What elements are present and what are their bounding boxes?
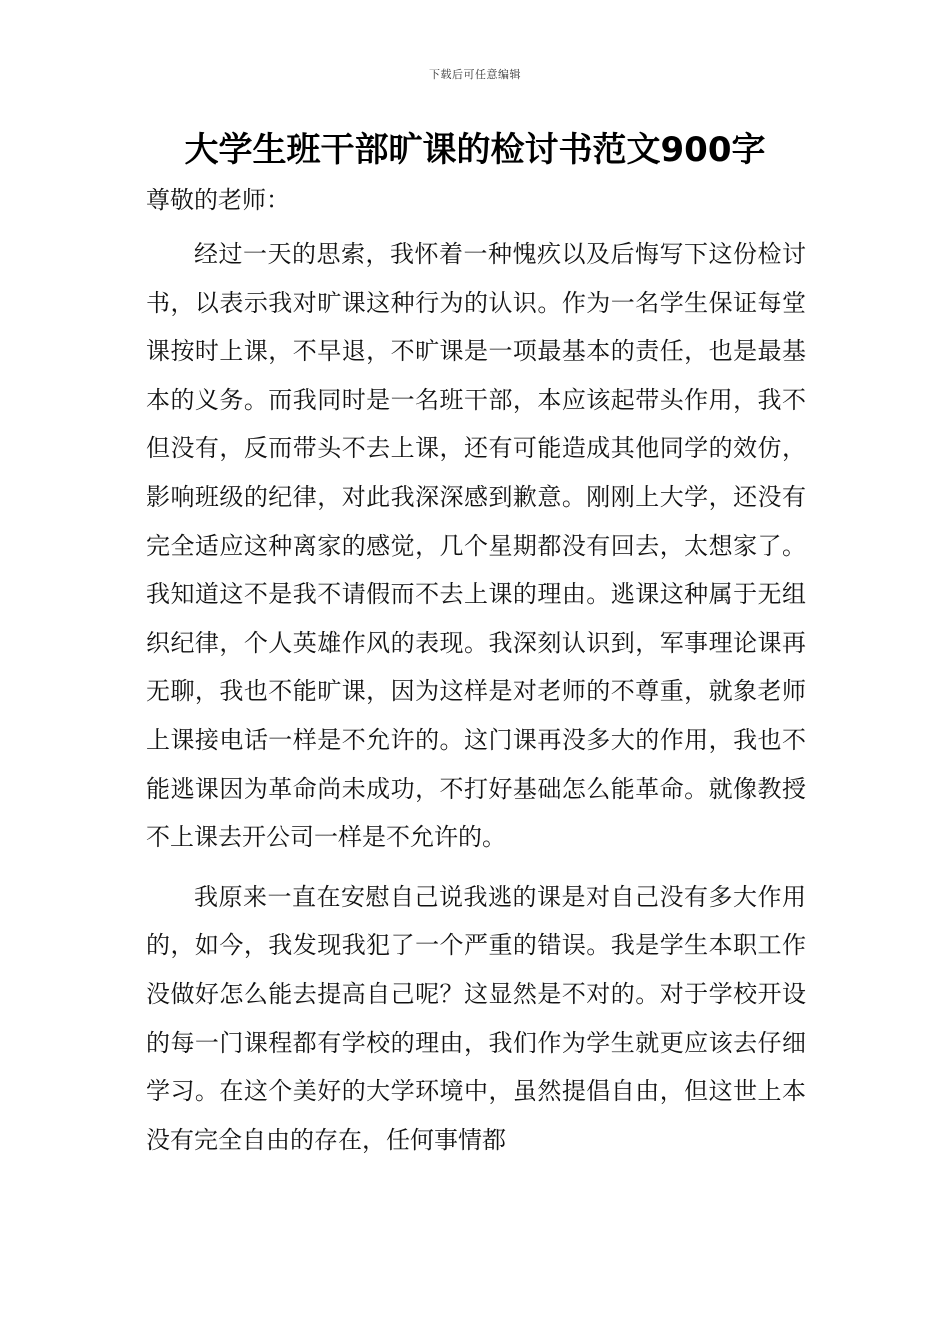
paragraph-1: 经过一天的思索，我怀着一种愧疚以及后悔写下这份检讨书，以表示我对旷课这种行为的认识。作为一名学生保证每堂课按时上课，不早退，不旷课是一项最基本的责任，也是最基本的义务。而我同时是一名班干部，本应该起带头作用，我不但没有，反而带头不去上课，还有可能造成其他同学的效仿，影响班级的纪律，对此我深深感到歉意。刚刚上大学，还没有完全适应这种离家的感觉，几个星期都没有回去，太想家了。我知道这不是我不请假而不去上课的理由。逃课这种属于无组织纪律，个人英雄作风的表现。我深刻认识到，军事理论课再无聊，我也不能旷课，因为这样是对老师的不尊重，就象老师上课接电话一样是不允许的。这门课再没多大的作用，我也不能逃课因为革命尚未成功，不打好基础怎么能革命。就像教授不上课去开公司一样是不允许的。 xyxy=(146,240,806,852)
paragraph-2: 我原来一直在安慰自己说我逃的课是对自己没有多大作用的，如今，我发现我犯了一个严重的错误。我是学生本职工作没做好怎么能去提高自己呢？这显然是不对的。对于学校开设的每一门课程都有学校的理由，我们作为学生就更应该去仔细学习。在这个美好的大学环境中，虽然提倡自由，但这世上本没有完全自由的存在，任何事情都 xyxy=(146,882,806,1154)
document-body xyxy=(146,230,806,1175)
document-title: 大学生班干部旷课的检讨书范文900字 xyxy=(184,130,766,170)
header-note: 下载后可任意编辑 xyxy=(429,68,521,81)
salutation: 尊敬的老师： xyxy=(146,186,290,214)
